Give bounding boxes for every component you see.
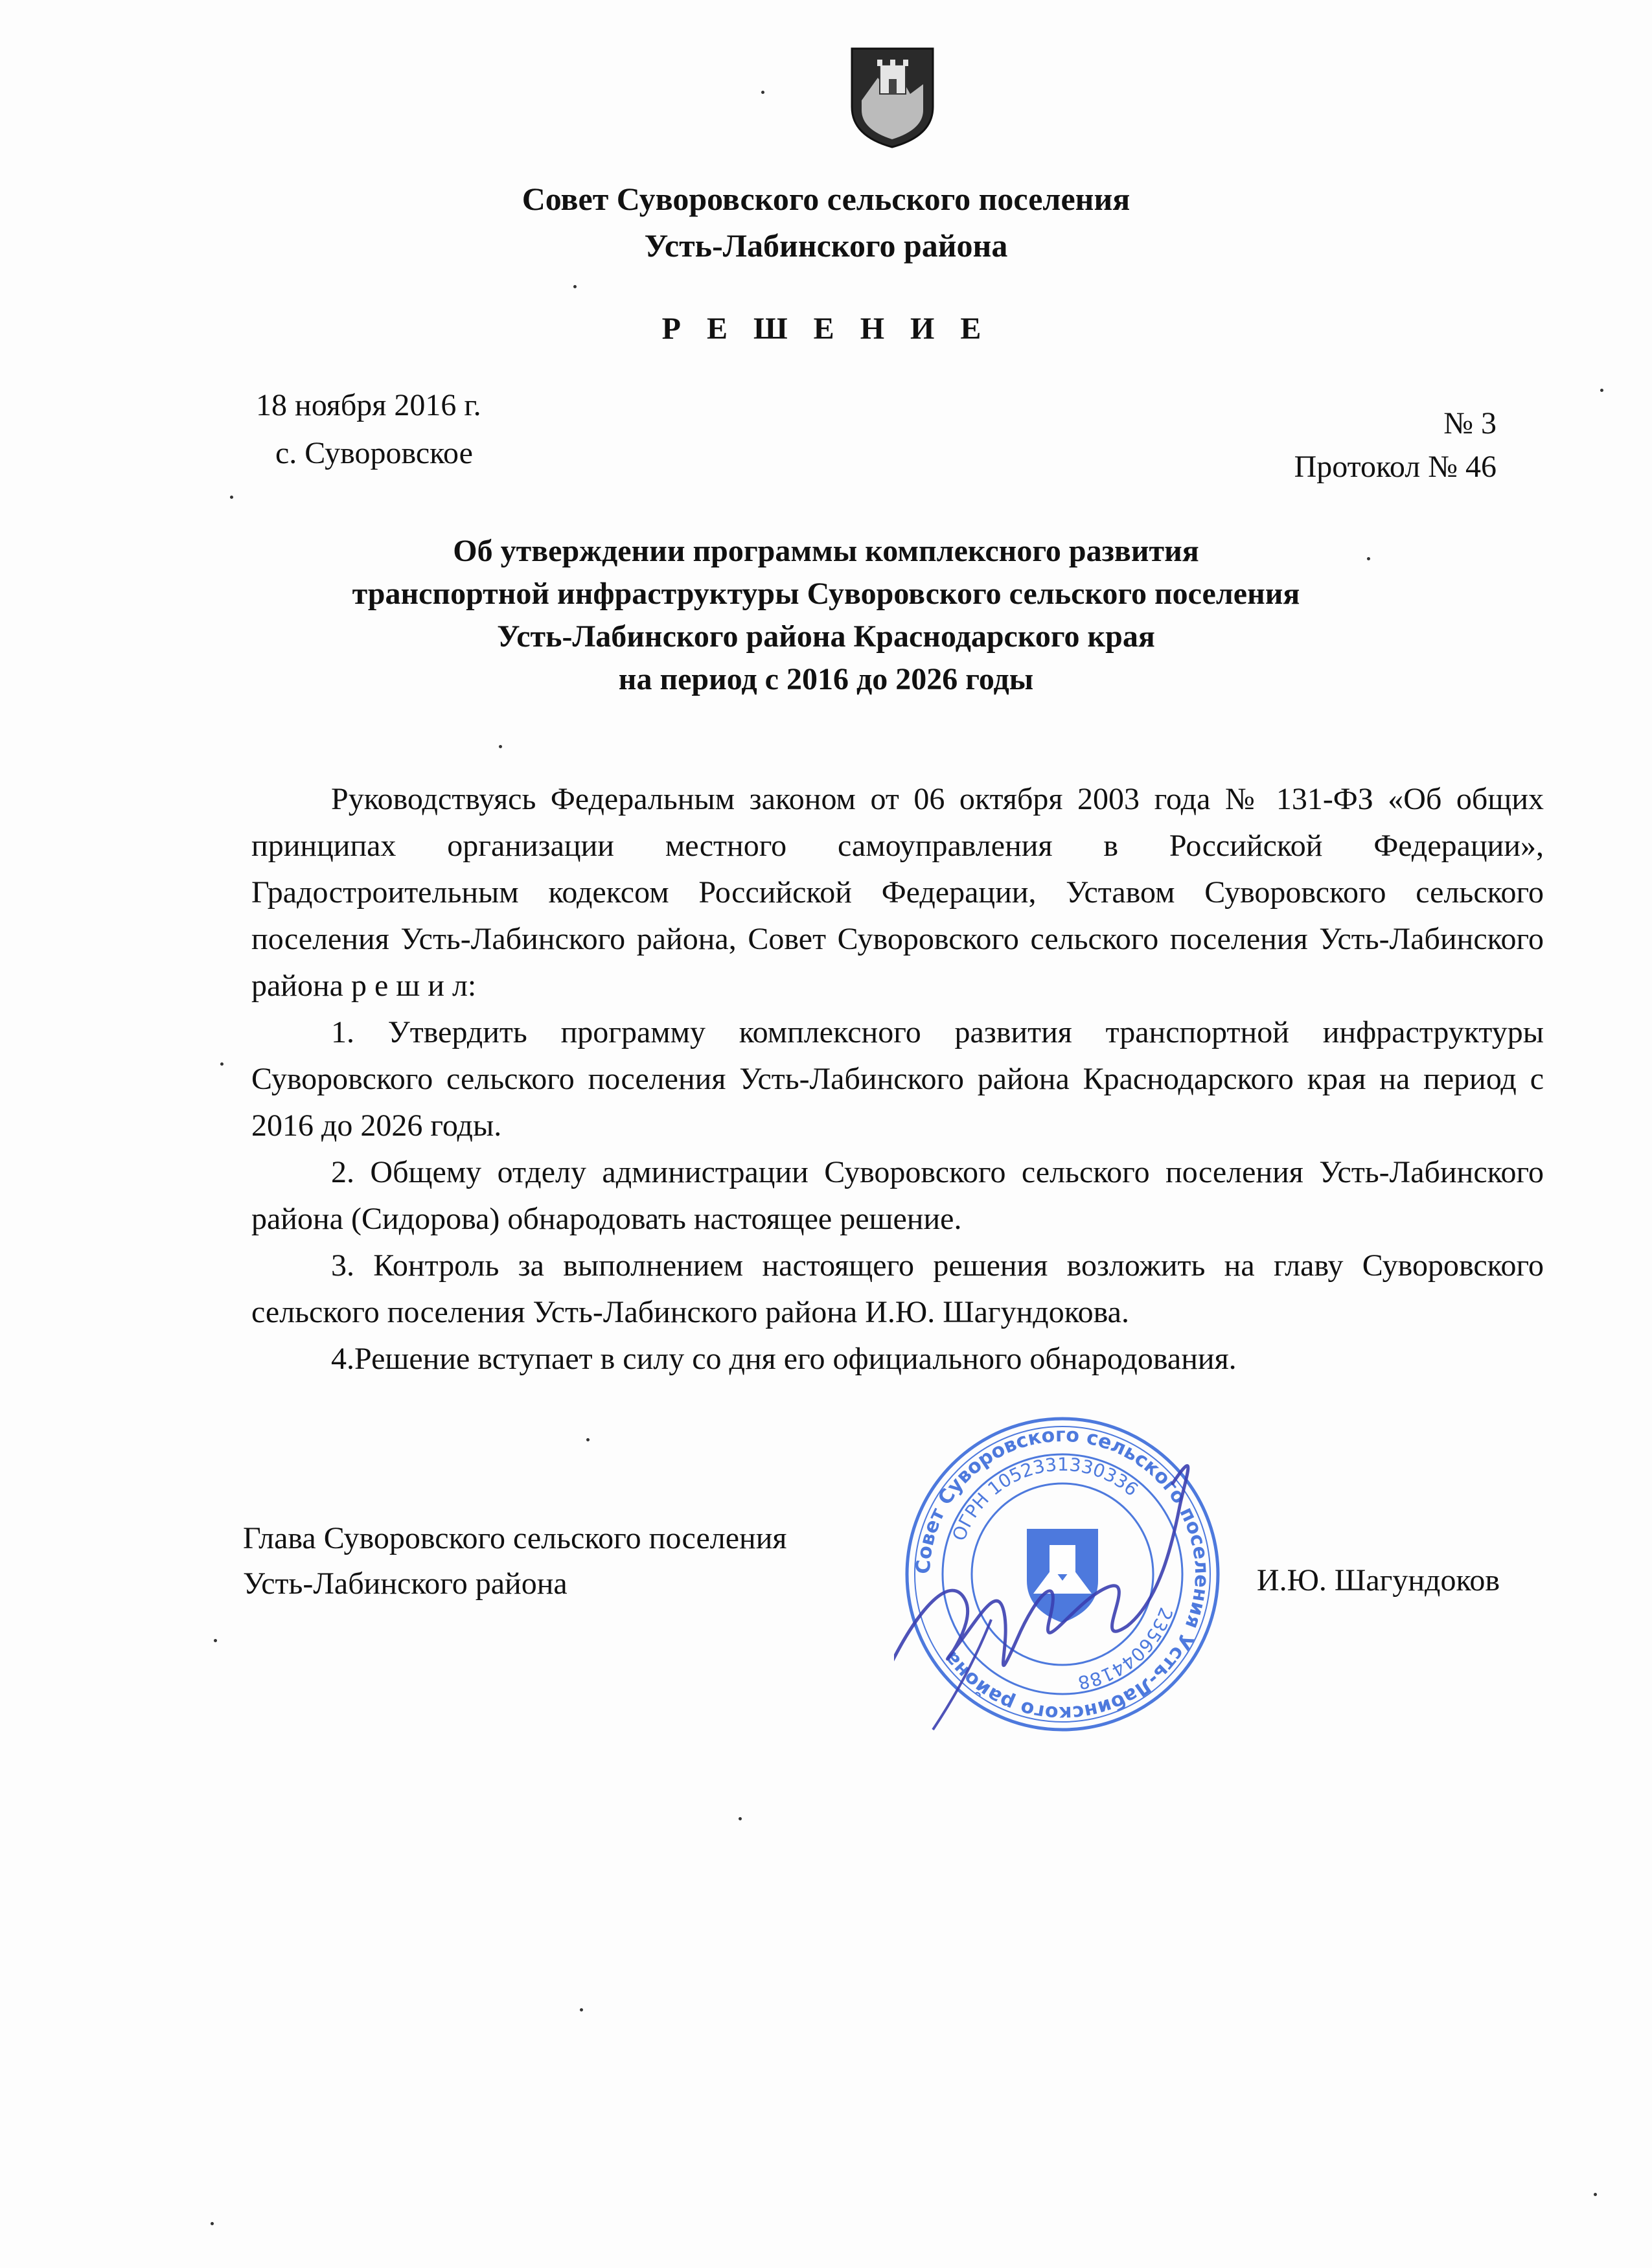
position-line: Усть-Лабинского района: [243, 1566, 568, 1601]
body-intro: Руководствуясь Федеральным законом от 06 октября 2003 года № 131-ФЗ «Об общих принципах организации местного самоуправления в Российской Федерации», Градостроительным кодексом Российской Федерации, Уставом Суворовского сельского поселения Усть-Лабинского района, Совет Суворовского сельского поселения Усть-Лабинского района р е ш и л:: [251, 782, 1544, 1003]
official-stamp-icon: [894, 1406, 1231, 1743]
body-item-2: 2. Общему отделу администрации Суворовского сельского поселения Усть-Лабинского района (Сидорова) обнародовать настоящее решение.: [251, 1155, 1544, 1236]
body-item-1: 1. Утвердить программу комплексного развития транспортной инфраструктуры Суворовского сельского поселения Усть-Лабинского района Краснодарского края на период с 2016 до 2026 годы.: [251, 1015, 1544, 1143]
scan-speck: [739, 1817, 742, 1820]
document-place: с. Суворовское: [275, 436, 473, 470]
scan-speck: [573, 285, 577, 288]
title-line: на период с 2016 до 2026 годы: [618, 662, 1034, 696]
document-number: № 3: [1443, 406, 1497, 441]
scan-speck: [761, 91, 764, 94]
document-date: 18 ноября 2016 г.: [256, 388, 481, 422]
org-name-line2: Усть-Лабинского района: [644, 227, 1008, 264]
scan-speck: [220, 1062, 224, 1066]
scan-speck: [499, 745, 502, 748]
stamp-inn: 2356044188: [1076, 1604, 1177, 1694]
stamp-outer-text: Совет Суворовского сельского поселения Усть-Лабинского района: [912, 1423, 1213, 1725]
document-type: Р Е Ш Е Н И Е: [661, 312, 991, 346]
scan-speck: [230, 496, 233, 499]
signatory-name: И.Ю. Шагундоков: [1256, 1563, 1500, 1598]
title-line: Об утверждении программы комплексного развития: [453, 534, 1199, 568]
scan-speck: [214, 1639, 217, 1642]
scan-speck: [1600, 389, 1603, 392]
position-line: Глава Суворовского сельского поселения: [243, 1521, 787, 1555]
body-item-3: 3. Контроль за выполнением настоящего решения возложить на главу Суворовского сельского поселения Усть-Лабинского района И.Ю. Шагундокова.: [251, 1248, 1544, 1329]
scan-speck: [580, 2008, 583, 2011]
scan-speck: [1367, 557, 1370, 560]
scan-speck: [211, 2222, 214, 2225]
scan-speck: [586, 1438, 590, 1441]
title-line: Усть-Лабинского района Краснодарского края: [497, 619, 1155, 654]
title-line: транспортной инфраструктуры Суворовского сельского поселения: [352, 577, 1300, 611]
document-title: [0, 530, 1652, 701]
scan-speck: [1594, 2193, 1597, 2196]
org-name-line1: Совет Суворовского сельского поселения: [522, 181, 1130, 217]
body-item-4: 4.Решение вступает в силу со дня его официального обнародования.: [331, 1342, 1237, 1376]
signatory-position: [243, 1516, 786, 1607]
coat-of-arms-icon: [849, 45, 936, 149]
stamp-ogrn: ОГРН 1052331330336: [948, 1453, 1143, 1544]
document-body: [251, 776, 1544, 1382]
protocol-number: Протокол № 46: [1294, 450, 1497, 484]
